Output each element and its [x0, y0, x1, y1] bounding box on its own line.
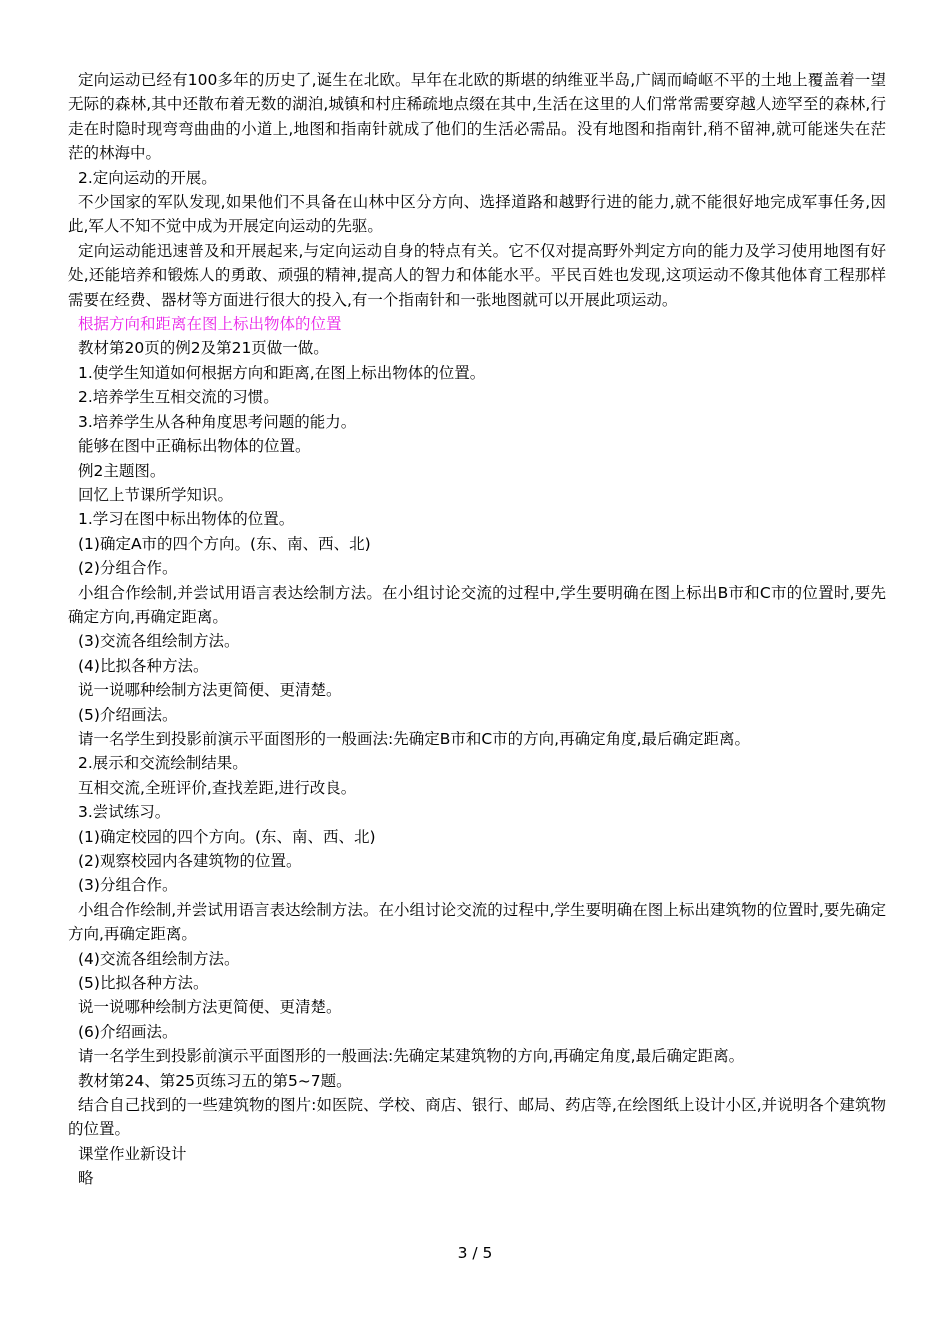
paragraph-step-3-6: (6)介绍画法。: [78, 1022, 178, 1041]
paragraph-development-title: 2.定向运动的开展。: [78, 168, 217, 187]
paragraph-demo-1: 请一名学生到投影前演示平面图形的一般画法:先确定B市和C市的方向,再确定角度,最后确定距离。: [78, 729, 751, 748]
paragraph-step-3-1: (1)确定校园的四个方向。(东、南、西、北): [78, 827, 376, 846]
paragraph-goal-2: 2.培养学生互相交流的习惯。: [78, 388, 279, 407]
paragraph-review: 回忆上节课所学知识。: [78, 485, 234, 504]
paragraph-step-3: 3.尝试练习。: [78, 803, 171, 822]
paragraph-step-3-5: (5)比拟各种方法。: [78, 974, 209, 993]
paragraph-step-1-3: (3)交流各组绘制方法。: [78, 632, 240, 651]
paragraph-step-1-1: (1)确定A市的四个方向。(东、南、西、北): [78, 534, 371, 553]
paragraph-step-3-2: (2)观察校园内各建筑物的位置。: [78, 852, 302, 870]
paragraph-step-2: 2.展示和交流绘制结果。: [78, 754, 248, 773]
paragraph-popularity: 定向运动能迅速普及和开展起来,与定向运动自身的特点有关。它不仅对提高野外判定方向的能力及学习使用地图有好处,还能培养和锻炼人的勇敢、顽强的精神,提高人的智力和体能水平。平民百姓也发现,这项运动不像其他体育工程那样需要在经费、器材等方面进行很大的投入,有一个指南针和一张地图就可以开展此项运动。: [68, 241, 886, 309]
paragraph-key-point: 能够在图中正确标出物体的位置。: [78, 437, 311, 456]
paragraph-exercise: 教材第24、第25页练习五的第5~7题。: [78, 1071, 352, 1090]
paragraph-demo-2: 请一名学生到投影前演示平面图形的一般画法:先确定某建筑物的方向,再确定角度,最后确定距离。: [78, 1047, 745, 1066]
paragraph-omitted: 略: [78, 1169, 94, 1188]
paragraph-discuss-2: 说一说哪种绘制方法更简便、更清楚。: [78, 998, 342, 1017]
paragraph-step-1-5: (5)介绍画法。: [78, 705, 178, 724]
paragraph-step-3-4: (4)交流各组绘制方法。: [78, 949, 240, 968]
document-body: [68, 68, 886, 1191]
paragraph-history: 定向运动已经有100多年的历史了,诞生在北欧。早年在北欧的斯堪的纳维亚半岛,广阔而崎岖不平的土地上覆盖着一望无际的森林,其中还散布着无数的湖泊,城镇和村庄稀疏地点缀在其中,生活在这里的人们常常需要穿越人迹罕至的森林,行走在时隐时现弯弯曲曲的小道上,地图和指南针就成了他们的生活必需品。没有地图和指南针,稍不留神,就可能迷失在茫茫的林海中。: [68, 71, 886, 163]
paragraph-exchange: 互相交流,全班评价,查找差距,进行改良。: [78, 778, 357, 797]
paragraph-group-work-1: 小组合作绘制,并尝试用语言表达绘制方法。在小组讨论交流的过程中,学生要明确在图上标出B市和C市的位置时,要先确定方向,再确定距离。: [68, 583, 886, 626]
paragraph-design-task: 结合自己找到的一些建筑物的图片:如医院、学校、商店、银行、邮局、药店等,在绘图纸上设计小区,并说明各个建筑物的位置。: [68, 1096, 886, 1139]
paragraph-military: 不少国家的军队发现,如果他们不具备在山林中区分方向、选择道路和越野行进的能力,就不能很好地完成军事任务,因此,军人不知不觉中成为开展定向运动的先驱。: [68, 193, 886, 236]
paragraph-group-work-2: 小组合作绘制,并尝试用语言表达绘制方法。在小组讨论交流的过程中,学生要明确在图上标出建筑物的位置时,要先确定方向,再确定距离。: [68, 900, 886, 944]
paragraph-step-1-4: (4)比拟各种方法。: [78, 656, 209, 675]
paragraph-step-3-3: (3)分组合作。: [78, 876, 178, 895]
paragraph-textbook-ref: 教材第20页的例2及第21页做一做。: [78, 339, 329, 358]
paragraph-step-1: 1.学习在图中标出物体的位置。: [78, 510, 295, 529]
paragraph-homework-title: 课堂作业新设计: [78, 1144, 187, 1163]
paragraph-goal-3: 3.培养学生从各种角度思考问题的能力。: [78, 412, 357, 431]
paragraph-example-figure: 例2主题图。: [78, 461, 166, 480]
paragraph-step-1-2: (2)分组合作。: [78, 559, 178, 578]
paragraph-discuss-1: 说一说哪种绘制方法更简便、更清楚。: [78, 681, 342, 700]
paragraph-goal-1: 1.使学生知道如何根据方向和距离,在图上标出物体的位置。: [78, 363, 486, 382]
lesson-heading: 根据方向和距离在图上标出物体的位置: [78, 315, 342, 334]
page-number: 3 / 5: [457, 1244, 493, 1262]
